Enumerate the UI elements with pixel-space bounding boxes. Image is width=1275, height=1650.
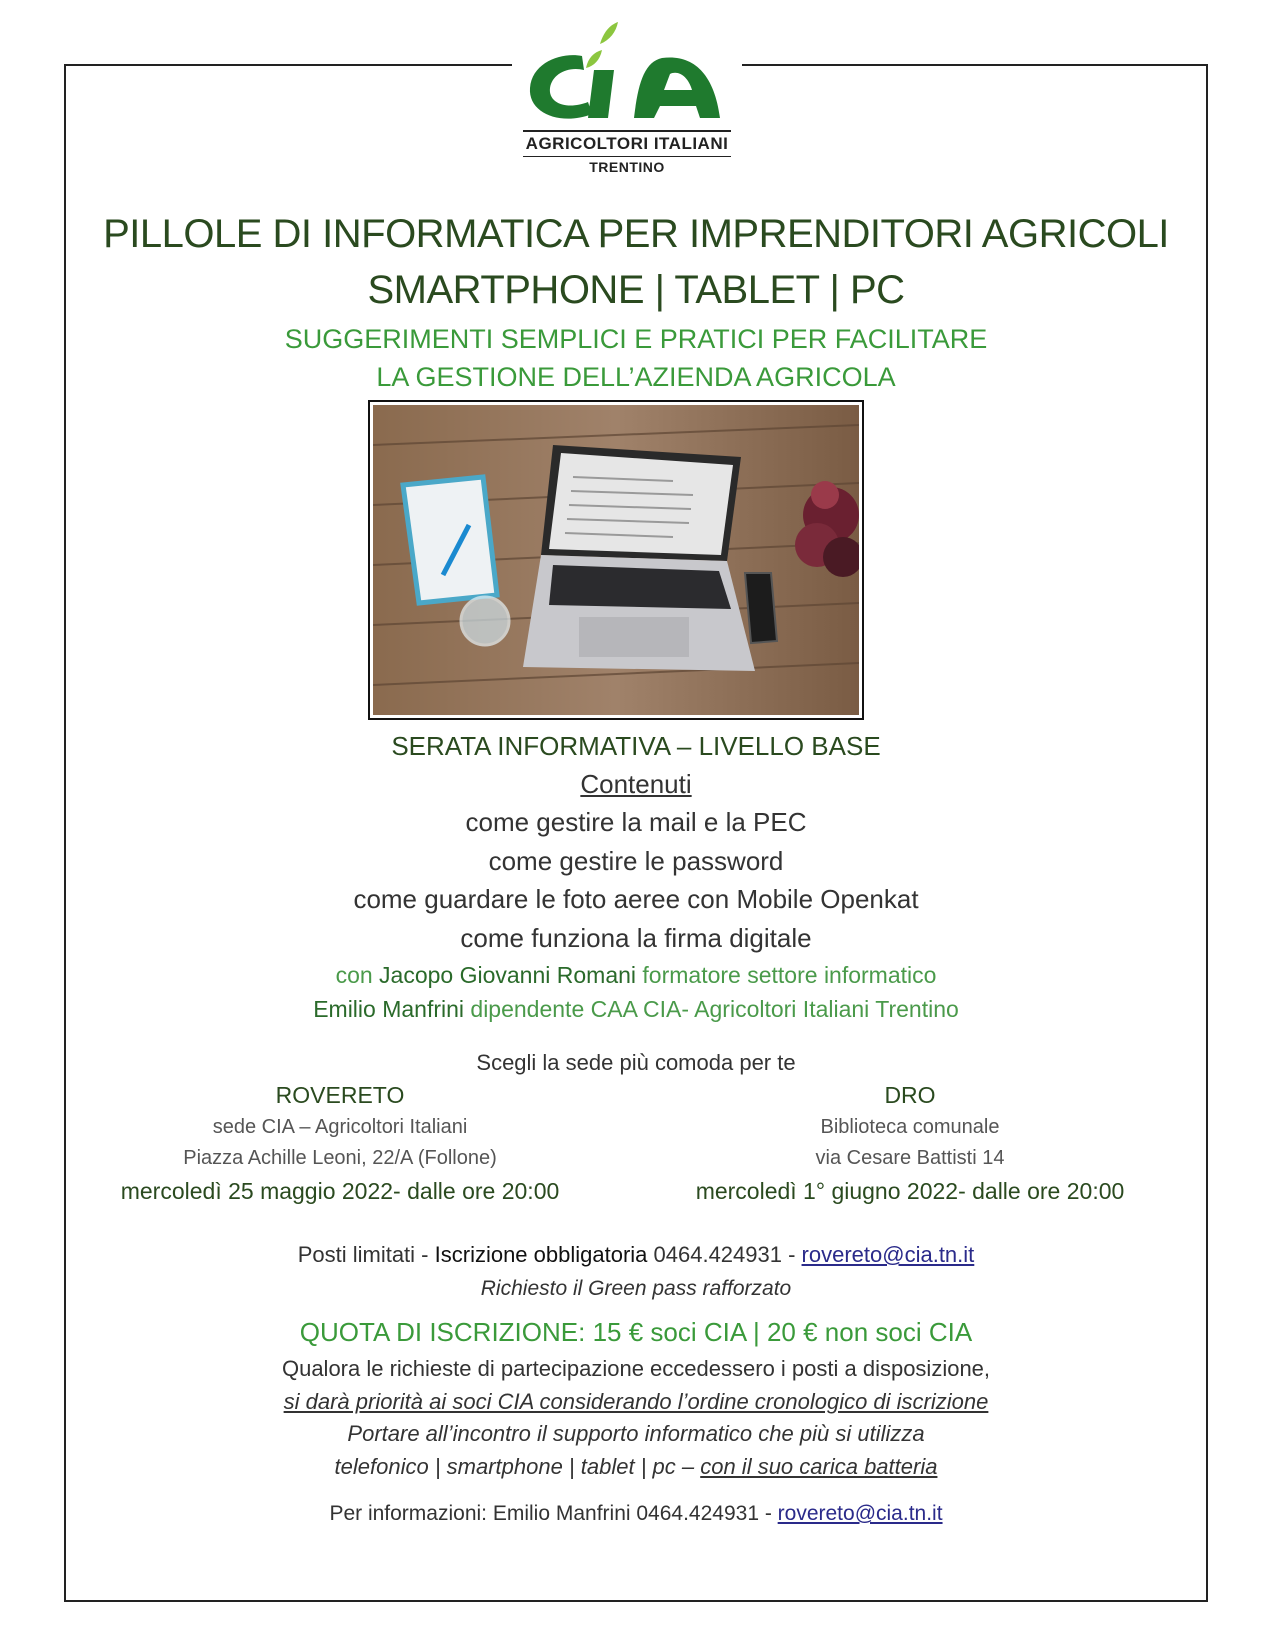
venue-address: Piazza Achille Leoni, 22/A (Follone) <box>183 1147 497 1169</box>
subtitle-line-1: SUGGERIMENTI SEMPLICI E PRATICI PER FACILITARE <box>284 324 988 354</box>
trainer-line-2 <box>64 992 1208 1026</box>
fee-block <box>64 1312 1208 1418</box>
logo-subtitle: AGRICOLTORI ITALIANI <box>525 134 729 153</box>
cia-logo-mark <box>522 18 732 126</box>
contact-email-link[interactable]: rovereto@cia.tn.it <box>777 1502 943 1525</box>
venue-dro <box>680 1078 1140 1208</box>
content-block <box>64 727 1208 957</box>
trainer-line-1 <box>64 958 1208 992</box>
venue-city: ROVERETO <box>275 1082 405 1108</box>
green-pass-note: Richiesto il Green pass rafforzato <box>480 1277 792 1300</box>
logo-rule <box>523 130 731 132</box>
contact-info <box>64 1498 1208 1530</box>
trainer-role: dipendente CAA CIA- Agricoltori Italiani Trentino <box>464 996 959 1022</box>
logo-rule-thin <box>523 156 731 157</box>
priority-note: Qualora le richieste di partecipazione eccedessero i posti a disposizione, <box>281 1356 991 1381</box>
priority-rule: si darà priorità ai soci CIA considerando l’ordine cronologico di iscrizione <box>283 1389 989 1414</box>
contents-item: come gestire le password <box>488 845 784 876</box>
subtitle-line-2: LA GESTIONE DELL’AZIENDA AGRICOLA <box>376 362 896 392</box>
laptop-photo <box>368 400 864 720</box>
venue-address: sede CIA – Agricoltori Italiani <box>212 1116 468 1138</box>
contact-text: Per informazioni: Emilio Manfrini 0464.424931 - <box>329 1502 778 1525</box>
venue-city: DRO <box>884 1082 936 1108</box>
page-title: PILLOLE DI INFORMATICA PER IMPRENDITORI AGRICOLI <box>103 212 1169 256</box>
venue-address: via Cesare Battisti 14 <box>815 1147 1005 1169</box>
venue-date: mercoledì 25 maggio 2022- dalle ore 20:00 <box>120 1178 560 1204</box>
registration-email-link[interactable]: rovereto@cia.tn.it <box>801 1242 975 1267</box>
contents-item: come guardare le foto aeree con Mobile Openkat <box>353 884 919 914</box>
page-title-devices: SMARTPHONE | TABLET | PC <box>367 268 905 312</box>
laptop-desk-illustration <box>373 405 859 715</box>
contact-block <box>64 1498 1208 1530</box>
event-type: SERATA INFORMATIVA – LIVELLO BASE <box>391 731 881 761</box>
contents-heading: Contenuti <box>580 769 692 799</box>
device-list: telefonico | smartphone | tablet | pc – <box>334 1454 701 1479</box>
registration-required: Iscrizione obbligatoria <box>434 1242 648 1267</box>
venue-intro <box>64 1047 1208 1079</box>
venue-date: mercoledì 1° giugno 2022- dalle ore 20:00 <box>695 1178 1125 1204</box>
charger-note: con il suo carica batteria <box>700 1454 938 1479</box>
registration-block <box>64 1238 1208 1306</box>
title-block <box>64 206 1208 396</box>
bring-device-note: Portare all’incontro il supporto informatico che più si utilizza <box>347 1421 925 1446</box>
cia-logo <box>512 18 742 198</box>
bring-device-block <box>64 1417 1208 1483</box>
trainer-name-manfrini: Emilio Manfrini <box>313 996 465 1022</box>
contents-item: come gestire la mail e la PEC <box>465 807 807 837</box>
venue-rovereto <box>120 1078 560 1208</box>
venue-intro-text: Scegli la sede più comoda per te <box>476 1050 796 1075</box>
contents-item: come funziona la firma digitale <box>460 922 812 953</box>
registration-phone: 0464.424931 - <box>647 1242 802 1267</box>
venue-address: Biblioteca comunale <box>820 1116 1000 1138</box>
trainers-block <box>64 958 1208 1026</box>
trainer-name-romani: Jacopo Giovanni Romani <box>379 962 637 988</box>
trainer-prefix: con <box>335 962 380 988</box>
notebook-icon <box>403 477 497 603</box>
registration-line <box>64 1238 1208 1272</box>
logo-region: TRENTINO <box>589 159 665 175</box>
registration-prefix: Posti limitati - <box>297 1242 435 1267</box>
trainer-role: formatore settore informatico <box>636 962 937 988</box>
registration-fee: QUOTA DI ISCRIZIONE: 15 € soci CIA | 20 € non soci CIA <box>299 1317 973 1347</box>
bring-device-list <box>64 1450 1208 1483</box>
